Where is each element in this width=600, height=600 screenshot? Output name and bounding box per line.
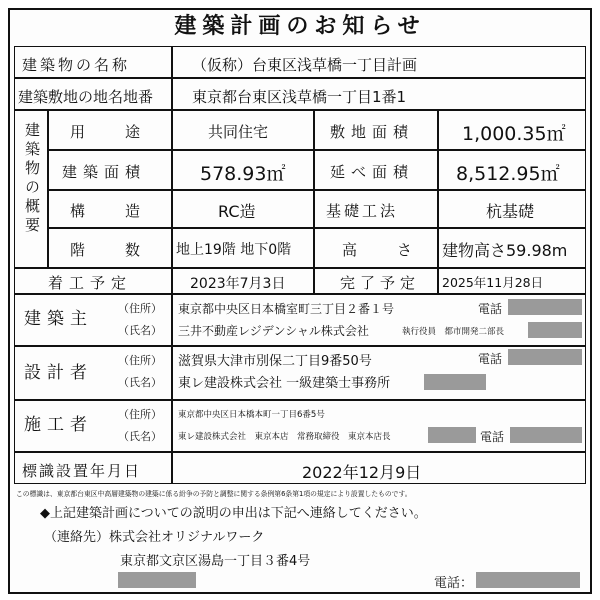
designer-phone-redacted [508, 349, 582, 365]
designer-name-label: （氏名） [118, 376, 162, 389]
sign-date-value: 2022年12月9日 [302, 463, 422, 482]
completion-label: 完了予定 [340, 274, 421, 292]
builder-phone-label: 電話 [480, 430, 505, 444]
contact-phone-redacted [476, 572, 580, 588]
foundation-value: 杭基礎 [486, 202, 535, 221]
owner-label: 建築主 [24, 309, 93, 329]
overview-label [22, 122, 40, 241]
overview-label-text: 建築物の概要 [23, 122, 41, 236]
building-area-label: 建築面積 [62, 163, 147, 181]
completion-value: 2025年11月28日 [442, 275, 544, 290]
contact-name-redacted [118, 572, 196, 588]
floors-label: 階数 [70, 241, 181, 259]
contact-phone-label: 電話： [434, 576, 474, 591]
builder-address: 東京都中央区日本橋本町一丁目6番5号 [178, 410, 325, 420]
structure-value: RC造 [218, 202, 256, 221]
start-value: 2023年7月3日 [190, 276, 286, 292]
start-label: 着工予定 [48, 274, 133, 292]
owner-addr-label: （住所） [118, 302, 162, 315]
use-label: 用途 [70, 123, 181, 141]
floor-area-value: 8,512.95㎡ [456, 163, 560, 185]
floor-area-label: 延べ面積 [330, 163, 415, 181]
use-value: 共同住宅 [208, 123, 269, 141]
construction-notice-sign [8, 8, 592, 594]
foundation-label: 基礎工法 [326, 202, 399, 220]
ordinance-notice: この標識は、東京都台東区中高層建築物の建築に係る紛争の予防と調整に関する条例第6条第1項の規定により設置したものです。 [16, 490, 412, 498]
designer-name: 東レ建設株式会社 一級建築士事務所 [178, 376, 391, 391]
site-area-value: 1,000.35㎡ [462, 123, 566, 145]
name-label: 建築物の名称 [22, 56, 131, 74]
contact-company: （連絡先）株式会社オリジナルワーク [44, 530, 265, 545]
contact-instruction: ◆上記建築計画についての説明の申出は下記へ連絡してください。 [40, 506, 427, 521]
site-area-label: 敷地面積 [330, 123, 415, 141]
designer-phone-label: 電話 [478, 352, 503, 366]
height-label: 高さ [342, 241, 453, 259]
sign-title: 建築計画のお知らせ [174, 14, 426, 39]
name-value: （仮称）台東区浅草橋一丁目計画 [192, 56, 418, 74]
address-label: 建築敷地の地名地番 [18, 88, 154, 106]
builder-phone-redacted [510, 427, 582, 443]
designer-label: 設計者 [24, 363, 93, 383]
height-value: 建物高さ59.98m [442, 241, 568, 260]
address-value: 東京都台東区浅草橋一丁目1番1 [192, 88, 407, 106]
builder-addr-label: （住所） [118, 408, 162, 421]
owner-name-label: （氏名） [118, 324, 162, 337]
designer-addr-label: （住所） [118, 354, 162, 367]
owner-role: 執行役員 都市開発二部長 [402, 327, 505, 337]
owner-address: 東京都中央区日本橋室町三丁目２番１号 [178, 302, 395, 316]
owner-phone-label: 電話 [478, 302, 503, 316]
builder-signature-redacted [428, 427, 476, 443]
sign-date-label: 標識設置年月日 [22, 462, 142, 480]
owner-signature-redacted [528, 322, 582, 338]
contact-address: 東京都文京区湯島一丁目３番4号 [120, 554, 311, 569]
builder-name-label: （氏名） [118, 430, 162, 443]
builder-label: 施工者 [24, 415, 93, 435]
designer-address: 滋賀県大津市別保二丁目9番50号 [178, 354, 372, 369]
owner-phone-redacted [508, 299, 582, 315]
floors-value: 地上19階 地下0階 [176, 242, 292, 258]
builder-name: 東レ建設株式会社 東京本店 常務取締役 東京本店長 [178, 432, 391, 442]
structure-label: 構造 [70, 202, 181, 220]
designer-signature-redacted [424, 374, 486, 390]
building-area-value: 578.93㎡ [200, 163, 286, 185]
owner-name: 三井不動産レジデンシャル株式会社 [178, 324, 369, 338]
